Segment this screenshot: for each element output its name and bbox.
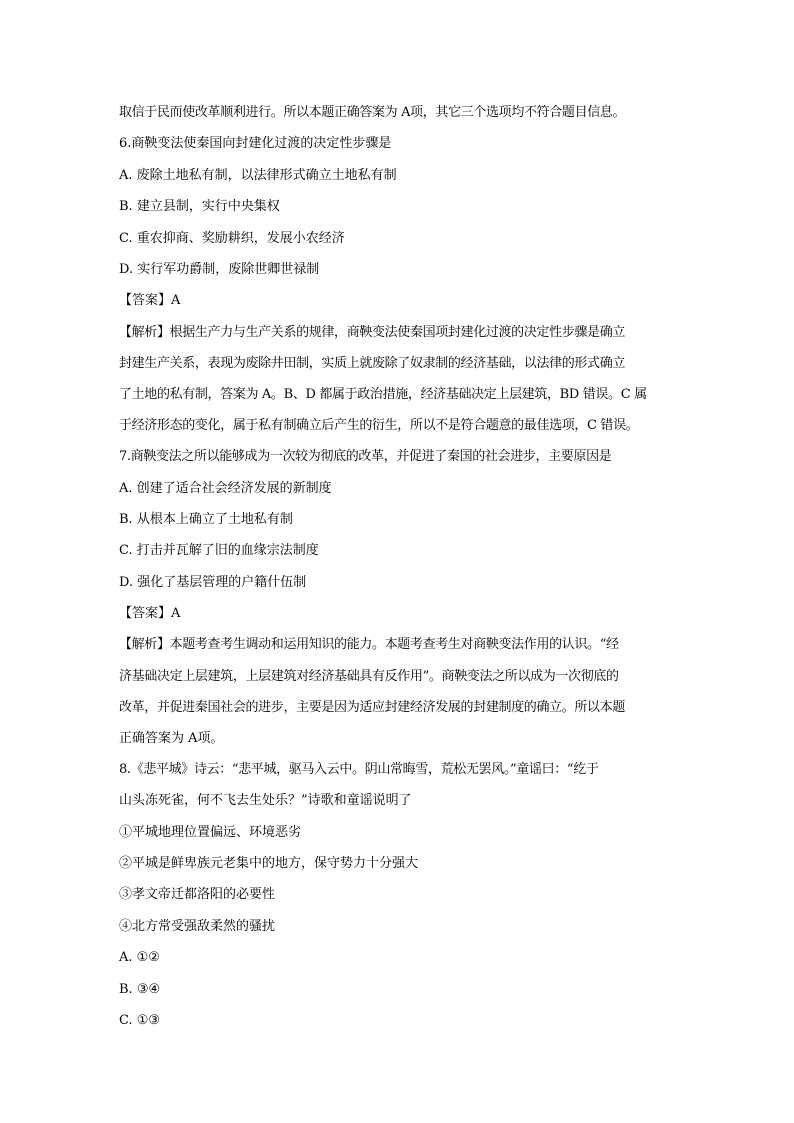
analysis-line: 【解析】本题考查考生调动和运用知识的能力。本题考查考生对商鞅变法作用的认识。“经	[119, 637, 619, 653]
option-a: A. ①②	[119, 950, 160, 966]
statement-item: ④北方常受强敌柔然的骚扰	[119, 918, 276, 934]
analysis-line: 于经济形态的变化，属于私有制确立后产生的衍生，所以不是符合题意的最佳选项，C 错误。	[119, 418, 639, 434]
statement-item: ②平城是鲜卑族元老集中的地方，保守势力十分强大	[119, 856, 419, 871]
analysis-line: 【解析】根据生产力与生产关系的规律，商鞅变法使秦国项封建化过渡的决定性步骤是确立	[119, 324, 626, 340]
option-c: C. ①③	[119, 1012, 161, 1028]
option-b: B. ③④	[119, 981, 161, 997]
question-stem: 8.《悲平城》诗云：“悲平城，驱马入云中。阴山常晦雪，荒松无罢风。”童谣曰：“纥于	[119, 761, 599, 777]
statement-item: ①平城地理位置偏远、环境恶劣	[119, 824, 302, 840]
analysis-line: 济基础决定上层建筑，上层建筑对经济基础具有反作用”。商鞅变法之所以成为一次彻底的	[119, 668, 619, 684]
option-c: C. 打击并瓦解了旧的血缘宗法制度	[119, 543, 319, 559]
option-a: A. 废除土地私有制，以法律形式确立土地私有制	[119, 167, 397, 183]
answer-line: 【答案】A	[119, 293, 181, 309]
statement-item: ③孝文帝迁都洛阳的必要性	[119, 887, 276, 903]
option-a: A. 创建了适合社会经济发展的新制度	[119, 480, 332, 496]
analysis-line: 正确答案为 A项。	[119, 730, 224, 746]
question-stem: 6.商鞅变法使秦国向封建化过渡的决定性步骤是	[119, 136, 392, 152]
option-d: D. 实行军功爵制，废除世卿世禄制	[119, 261, 320, 277]
document-page	[119, 100, 679, 1039]
analysis-line: 了土地的私有制，答案为 A。B、D 都属于政治措施，经济基础决定上层建筑，BD 错误。C 属	[119, 386, 647, 402]
option-b: B. 从根本上确立了土地私有制	[119, 511, 293, 527]
analysis-line: 改革，并促进秦国社会的进步，主要是因为适应封建经济发展的封建制度的确立。所以本题	[119, 699, 626, 715]
answer-line: 【答案】A	[119, 606, 181, 622]
option-b: B. 建立县制，实行中央集权	[119, 199, 280, 215]
analysis-line: 封建生产关系，表现为废除井田制，实质上就废除了奴隶制的经济基础，以法律的形式确立	[119, 355, 626, 371]
question-stem: 7.商鞅变法之所以能够成为一次较为彻底的改革，并促进了秦国的社会进步，主要原因是	[119, 449, 612, 465]
option-c: C. 重农抑商、奖励耕织，发展小农经济	[119, 230, 345, 246]
text-line: 取信于民而使改革顺利进行。所以本题正确答案为 A项，其它三个选项均不符合题目信息。	[119, 105, 626, 120]
option-d: D. 强化了基层管理的户籍什伍制	[119, 574, 307, 590]
question-stem: 山头冻死雀，何不飞去生处乐？”诗歌和童谣说明了	[119, 793, 412, 809]
